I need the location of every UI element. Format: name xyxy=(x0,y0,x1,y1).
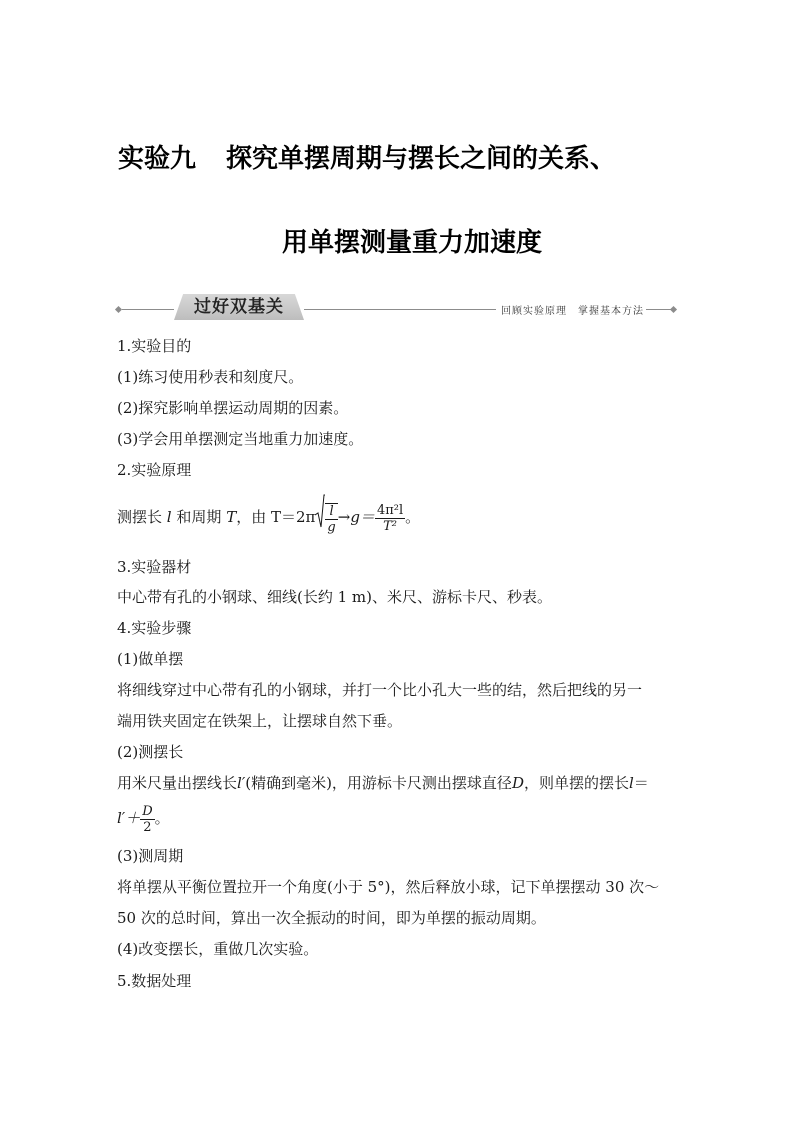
experiment-number: 实验九 xyxy=(118,144,197,174)
section-heading: 1.实验目的 xyxy=(117,337,192,355)
subsection-heading: (2)测摆长 xyxy=(117,743,184,761)
length-step-line2: l′＋ $\frac{D}{2}$ 。 xyxy=(117,803,170,835)
banner-subtitle: 回顾实验原理 掌握基本方法 xyxy=(501,306,644,317)
experiment-title-part1: 探究单摆周期与摆长之间的关系、 xyxy=(226,144,617,174)
subsection-heading: (1)做单摆 xyxy=(117,650,184,668)
formula-eq: T＝2π xyxy=(271,508,316,526)
principle-formula xyxy=(117,494,420,540)
formula-var: l xyxy=(166,508,172,526)
text-line: (4)改变摆长，重做几次实验。 xyxy=(117,940,319,958)
section-banner xyxy=(116,294,678,324)
section-heading: 5.数据处理 xyxy=(117,972,192,990)
section-heading: 4.实验步骤 xyxy=(117,619,192,637)
g-fraction: $\frac{\text{4π²l}}{\text{T²}}$ xyxy=(376,502,404,534)
section-heading: 3.实验器材 xyxy=(117,558,192,576)
text-line: 将细线穿过中心带有孔的小钢球，并打一个比小孔大一些的结，然后把线的另一 xyxy=(117,681,643,699)
page-title-line2: 用单摆测量重力加速度 xyxy=(281,228,542,258)
banner-line-right xyxy=(646,309,672,310)
arrow: → xyxy=(337,508,351,526)
text-line: 中心带有孔的小钢球、细线(长约 1 m)、米尺、游标卡尺、秒表。 xyxy=(117,588,553,606)
formula-var: T xyxy=(226,508,237,526)
sqrt-fraction: $\frac{l}{g}$ xyxy=(327,504,336,535)
text-line: (2)探究影响单摆运动周期的因素。 xyxy=(117,399,349,417)
text-line: 将单摆从平衡位置拉开一个角度(小于 5°)，然后释放小球，记下单摆摆动 30 次～ xyxy=(117,878,660,896)
formula-text: 。 xyxy=(405,508,421,526)
banner-title: 过好双基关 xyxy=(194,297,284,317)
banner-line-left xyxy=(122,309,174,310)
banner-dot-left xyxy=(115,306,122,313)
text-line: 端用铁夹固定在铁架上，让摆球自然下垂。 xyxy=(117,712,403,730)
d-fraction: $\frac{D}{2}$ xyxy=(142,803,153,835)
length-step-line1: 用米尺量出摆线长l′(精确到毫米)，用游标卡尺测出摆球直径D，则单摆的摆长l＝ xyxy=(117,774,649,792)
subsection-heading: (3)测周期 xyxy=(117,847,184,865)
banner-line-middle xyxy=(304,309,496,310)
text-line: (1)练习使用秒表和刻度尺。 xyxy=(117,368,304,386)
section-heading: 2.实验原理 xyxy=(117,461,192,479)
sqrt-symbol xyxy=(315,495,337,541)
page-title-line1 xyxy=(118,138,616,175)
banner-dot-right xyxy=(670,306,677,313)
formula-eq: g＝ xyxy=(350,508,375,526)
text-line: (3)学会用单摆测定当地重力加速度。 xyxy=(117,430,364,448)
formula-text: 测摆长 xyxy=(117,508,163,526)
formula-text: 和周期 xyxy=(176,508,222,526)
text-line: 50 次的总时间，算出一次全振动的时间，即为单摆的振动周期。 xyxy=(117,909,546,927)
formula-text: ，由 xyxy=(236,508,267,526)
